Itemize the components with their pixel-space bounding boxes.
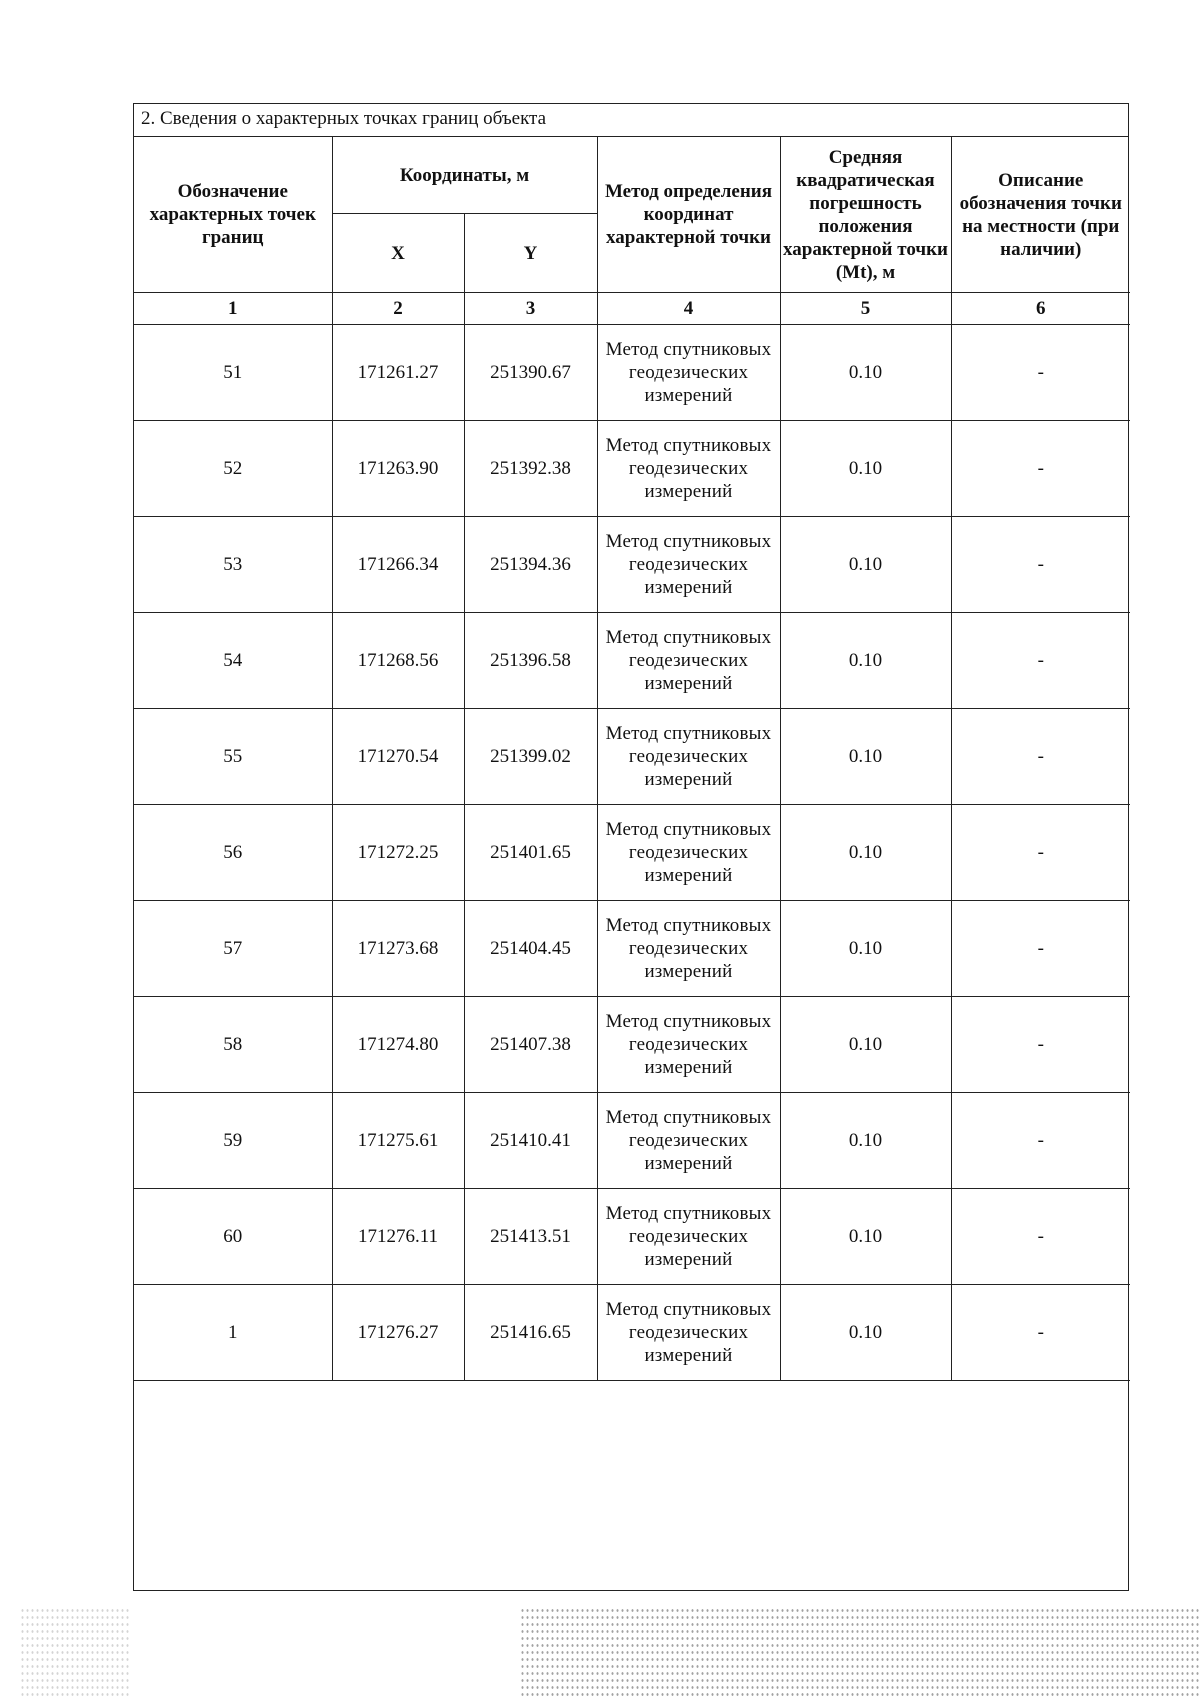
column-number: 1 — [134, 293, 332, 325]
x-coordinate: 171276.27 — [332, 1285, 464, 1381]
table-row — [134, 1285, 1130, 1381]
y-coordinate: 251396.58 — [464, 613, 597, 709]
x-coordinate: 171274.80 — [332, 997, 464, 1093]
table-row — [134, 517, 1130, 613]
point-id: 60 — [134, 1189, 332, 1285]
point-id: 54 — [134, 613, 332, 709]
y-coordinate: 251404.45 — [464, 901, 597, 997]
description-cell: - — [951, 1285, 1130, 1381]
description-cell: - — [951, 517, 1130, 613]
description-cell: - — [951, 613, 1130, 709]
x-coordinate: 171270.54 — [332, 709, 464, 805]
description-cell: - — [951, 901, 1130, 997]
accuracy-value: 0.10 — [780, 421, 951, 517]
point-id: 52 — [134, 421, 332, 517]
y-coordinate: 251401.65 — [464, 805, 597, 901]
x-coordinate: 171276.11 — [332, 1189, 464, 1285]
point-id: 57 — [134, 901, 332, 997]
table-row — [134, 997, 1130, 1093]
y-coordinate: 251399.02 — [464, 709, 597, 805]
method-cell: Метод спутниковых геодезических измерений — [597, 1189, 780, 1285]
accuracy-value: 0.10 — [780, 613, 951, 709]
description-cell: - — [951, 1093, 1130, 1189]
column-number: 2 — [332, 293, 464, 325]
table-row — [134, 421, 1130, 517]
header-accuracy: Средняя квадратическая погрешность положения характерной точки (Mt), м — [780, 137, 951, 293]
document-frame — [133, 103, 1129, 1591]
scan-noise — [520, 1607, 1200, 1697]
header-method: Метод определения координат характерной точки — [597, 137, 780, 293]
description-cell: - — [951, 325, 1130, 421]
accuracy-value: 0.10 — [780, 901, 951, 997]
accuracy-value: 0.10 — [780, 1093, 951, 1189]
header-y: Y — [464, 214, 597, 293]
method-cell: Метод спутниковых геодезических измерений — [597, 997, 780, 1093]
y-coordinate: 251410.41 — [464, 1093, 597, 1189]
y-coordinate: 251413.51 — [464, 1189, 597, 1285]
method-cell: Метод спутниковых геодезических измерений — [597, 1285, 780, 1381]
description-cell: - — [951, 709, 1130, 805]
method-cell: Метод спутниковых геодезических измерений — [597, 613, 780, 709]
header-x: X — [332, 214, 464, 293]
accuracy-value: 0.10 — [780, 325, 951, 421]
x-coordinate: 171268.56 — [332, 613, 464, 709]
x-coordinate: 171275.61 — [332, 1093, 464, 1189]
y-coordinate: 251416.65 — [464, 1285, 597, 1381]
x-coordinate: 171273.68 — [332, 901, 464, 997]
description-cell: - — [951, 805, 1130, 901]
x-coordinate: 171266.34 — [332, 517, 464, 613]
method-cell: Метод спутниковых геодезических измерений — [597, 901, 780, 997]
accuracy-value: 0.10 — [780, 1285, 951, 1381]
header-coordinates: Координаты, м — [332, 137, 597, 214]
column-number: 5 — [780, 293, 951, 325]
method-cell: Метод спутниковых геодезических измерений — [597, 1093, 780, 1189]
column-number: 4 — [597, 293, 780, 325]
point-id: 51 — [134, 325, 332, 421]
x-coordinate: 171261.27 — [332, 325, 464, 421]
y-coordinate: 251407.38 — [464, 997, 597, 1093]
accuracy-value: 0.10 — [780, 997, 951, 1093]
point-id: 53 — [134, 517, 332, 613]
table-body — [134, 325, 1130, 1381]
table-row — [134, 805, 1130, 901]
method-cell: Метод спутниковых геодезических измерений — [597, 421, 780, 517]
point-id: 56 — [134, 805, 332, 901]
method-cell: Метод спутниковых геодезических измерений — [597, 805, 780, 901]
table-row — [134, 613, 1130, 709]
method-cell: Метод спутниковых геодезических измерений — [597, 325, 780, 421]
accuracy-value: 0.10 — [780, 1189, 951, 1285]
table-row — [134, 325, 1130, 421]
y-coordinate: 251392.38 — [464, 421, 597, 517]
point-id: 55 — [134, 709, 332, 805]
header-designation: Обозначение характерных точек границ — [134, 137, 332, 293]
point-id: 1 — [134, 1285, 332, 1381]
x-coordinate: 171272.25 — [332, 805, 464, 901]
column-number: 6 — [951, 293, 1130, 325]
boundary-points-table — [134, 137, 1130, 1381]
method-cell: Метод спутниковых геодезических измерений — [597, 517, 780, 613]
accuracy-value: 0.10 — [780, 709, 951, 805]
y-coordinate: 251390.67 — [464, 325, 597, 421]
point-id: 59 — [134, 1093, 332, 1189]
point-id: 58 — [134, 997, 332, 1093]
accuracy-value: 0.10 — [780, 805, 951, 901]
description-cell: - — [951, 1189, 1130, 1285]
section-title: 2. Сведения о характерных точках границ объекта — [134, 104, 1128, 137]
scan-noise — [20, 1607, 130, 1697]
table-row — [134, 709, 1130, 805]
x-coordinate: 171263.90 — [332, 421, 464, 517]
table-row — [134, 1093, 1130, 1189]
column-number-row — [134, 293, 1130, 325]
accuracy-value: 0.10 — [780, 517, 951, 613]
method-cell: Метод спутниковых геодезических измерений — [597, 709, 780, 805]
table-row — [134, 901, 1130, 997]
table-row — [134, 1189, 1130, 1285]
header-description: Описание обозначения точки на местности (при наличии) — [951, 137, 1130, 293]
y-coordinate: 251394.36 — [464, 517, 597, 613]
description-cell: - — [951, 421, 1130, 517]
description-cell: - — [951, 997, 1130, 1093]
column-number: 3 — [464, 293, 597, 325]
